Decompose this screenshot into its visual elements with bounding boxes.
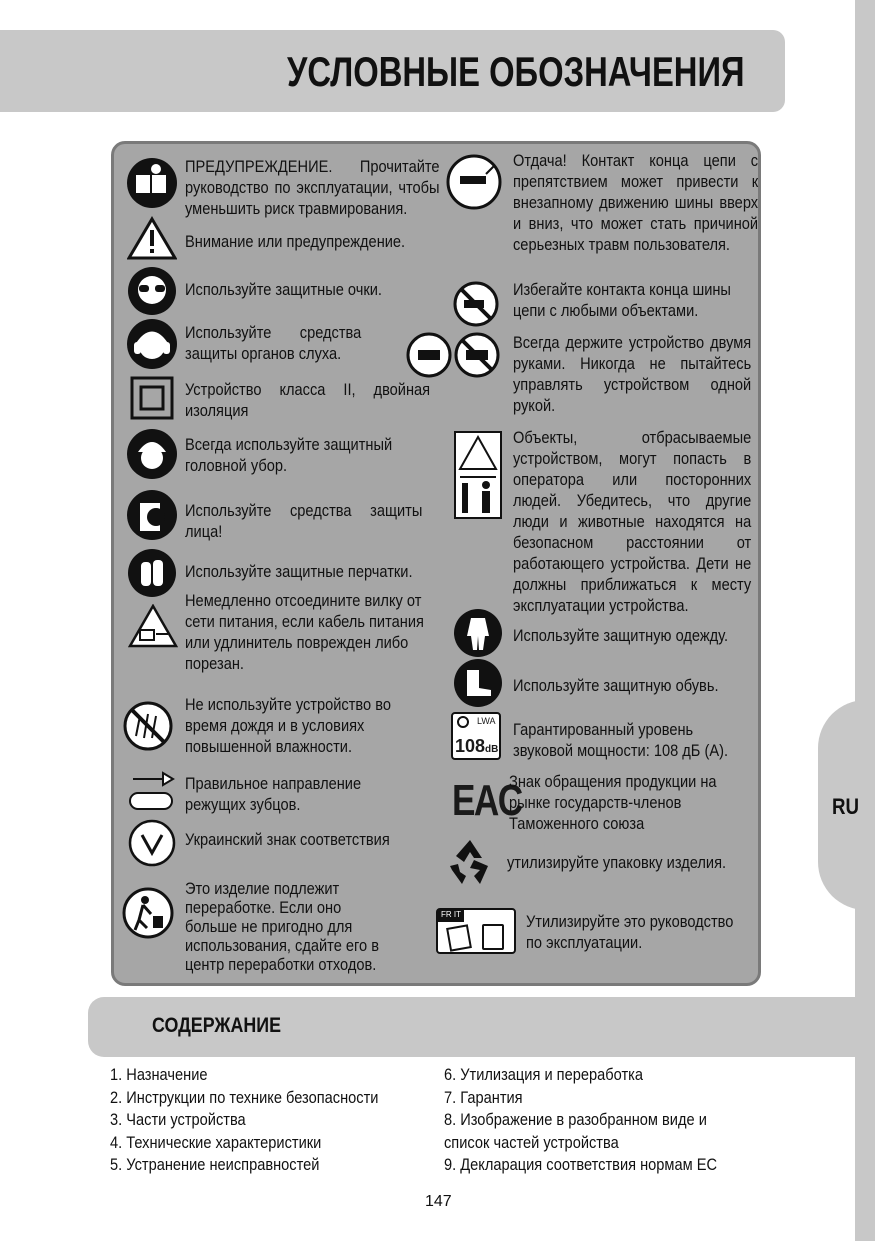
symbol-text-boots: Используйте защитную обувь.: [513, 676, 719, 695]
toc-item[interactable]: 9. Декларация соответствия нормам ЕС: [444, 1155, 718, 1174]
symbol-text-no-rain: Не используйте устройство во время дождя и в условиях повышенной влажности.: [185, 695, 391, 756]
page-title: УСЛОВНЫЕ ОБОЗНАЧЕНИЯ: [287, 48, 745, 95]
lwa-value: 108: [455, 736, 486, 756]
toc-item[interactable]: 2. Инструкции по технике безопасности: [110, 1087, 379, 1107]
language-label: RU: [832, 794, 860, 819]
symbol-text-gloves: Используйте защитные перчатки.: [185, 562, 413, 581]
symbol-text-face-shield: Используйте средства защиты лица!: [185, 501, 423, 541]
recycle-person-icon: [121, 886, 175, 940]
recycle-packaging-icon: [444, 836, 496, 888]
avoid-tip-contact-icon: [452, 280, 500, 328]
toc-column-1: [110, 1064, 422, 1177]
symbol-text-recycle-product: Это изделие подлежит переработке. Если оно больше не пригодно для использования, сдайте его в центр переработки отходов.: [185, 879, 380, 974]
toc-item[interactable]: 8. Изображение в разобранном виде и: [444, 1110, 707, 1129]
hearing-protection-icon: [126, 318, 178, 370]
symbol-text-read-manual: ПРЕДУПРЕЖДЕНИЕ. Прочитайте руководство по эксплуатации, чтобы уменьшить риск травмирования.: [185, 157, 440, 218]
eac-mark-icon: EAC: [452, 776, 522, 825]
symbol-text-recycle-manual: Утилизируйте это руководство по эксплуатации.: [526, 912, 734, 952]
toc-column-2: [444, 1064, 762, 1177]
lwa-label: LWA: [477, 716, 496, 726]
class-ii-insulation-icon: [130, 376, 174, 420]
toc-item[interactable]: 4. Технические характеристики: [110, 1132, 322, 1152]
symbol-text-clothing: Используйте защитную одежду.: [513, 626, 729, 645]
kickback-icon: [446, 154, 502, 210]
gloves-icon: [127, 548, 177, 598]
no-one-hand-icon: [454, 332, 500, 378]
symbol-text-sound-power: Гарантированный уровень звуковой мощности: 108 дБ (A).: [513, 720, 729, 760]
warning-triangle-icon: [127, 216, 177, 260]
toc-item[interactable]: список частей устройства: [444, 1132, 619, 1152]
symbol-text-recycle-packaging: утилизируйте упаковку изделия.: [507, 853, 727, 872]
toc-item[interactable]: 3. Части устройства: [110, 1110, 246, 1129]
symbol-text-two-hands: Всегда держите устройство двумя руками. Никогда не пытайтесь управлять устройством одной рукой.: [513, 333, 752, 415]
toc-item[interactable]: 1. Назначение: [110, 1065, 208, 1084]
symbol-text-class-ii: Устройство класса II, двойная изоляция: [185, 380, 431, 420]
fr-it-label: FR IT: [438, 910, 464, 922]
title-bar: [0, 30, 785, 112]
thrown-objects-icon: [454, 431, 502, 519]
lwa-unit: dB: [485, 744, 499, 755]
symbol-text-eac: Знак обращения продукции на рынке государств-членов Таможенного союза: [509, 772, 717, 833]
symbol-text-thrown-objects: Объекты, отбрасываемые устройством, могут попасть в оператора или посторонних людей. Убедитесь, что другие люди и животные находятся на безопасном расстоянии от работающего устройства. Дети не должны приближаться к месту эксплуатации устройства.: [513, 428, 752, 615]
face-shield-icon: [126, 489, 178, 541]
recycle-manual-icon: [436, 908, 516, 954]
symbol-text-avoid-tip: Избегайте контакта конца шины цепи с любыми объектами.: [513, 280, 731, 320]
contents-title: СОДЕРЖАНИЕ: [152, 1014, 282, 1037]
symbol-text-hard-hat: Всегда используйте защитный головной убор.: [185, 435, 393, 475]
two-hands-icon: [406, 332, 452, 378]
sound-power-icon: [451, 712, 501, 760]
read-manual-icon: [126, 157, 178, 209]
page-number: 147: [425, 1193, 452, 1210]
unplug-icon: [128, 604, 178, 648]
chain-direction-icon: [127, 771, 175, 813]
symbol-text-chain-direction: Правильное направление режущих зубцов.: [185, 774, 362, 814]
symbol-text-warning: Внимание или предупреждение.: [185, 232, 406, 251]
safety-boots-icon: [453, 658, 503, 708]
symbol-text-unplug: Немедленно отсоедините вилку от сети питания, если кабель питания или удлинитель поврежден либо порезан.: [185, 591, 424, 673]
toc-item[interactable]: 7. Гарантия: [444, 1087, 523, 1107]
toc-item[interactable]: 5. Устранение неисправностей: [110, 1155, 320, 1174]
safety-glasses-icon: [127, 266, 177, 316]
toc-item[interactable]: 6. Утилизация и переработка: [444, 1065, 643, 1084]
symbol-text-kickback: Отдача! Контакт конца цепи с препятствием может привести к внезапному движению шины вверх и вниз, что может стать причиной серьезных травм пользователя.: [513, 151, 759, 254]
hard-hat-icon: [126, 428, 178, 480]
ukrainian-conformity-icon: [128, 819, 176, 867]
symbol-text-glasses: Используйте защитные очки.: [185, 280, 382, 299]
symbol-text-ukrainian-mark: Украинский знак соответствия: [185, 830, 390, 849]
symbol-text-hearing: Используйте средства защиты органов слуха.: [185, 323, 362, 363]
no-rain-icon: [122, 700, 174, 752]
protective-clothing-icon: [453, 608, 503, 658]
